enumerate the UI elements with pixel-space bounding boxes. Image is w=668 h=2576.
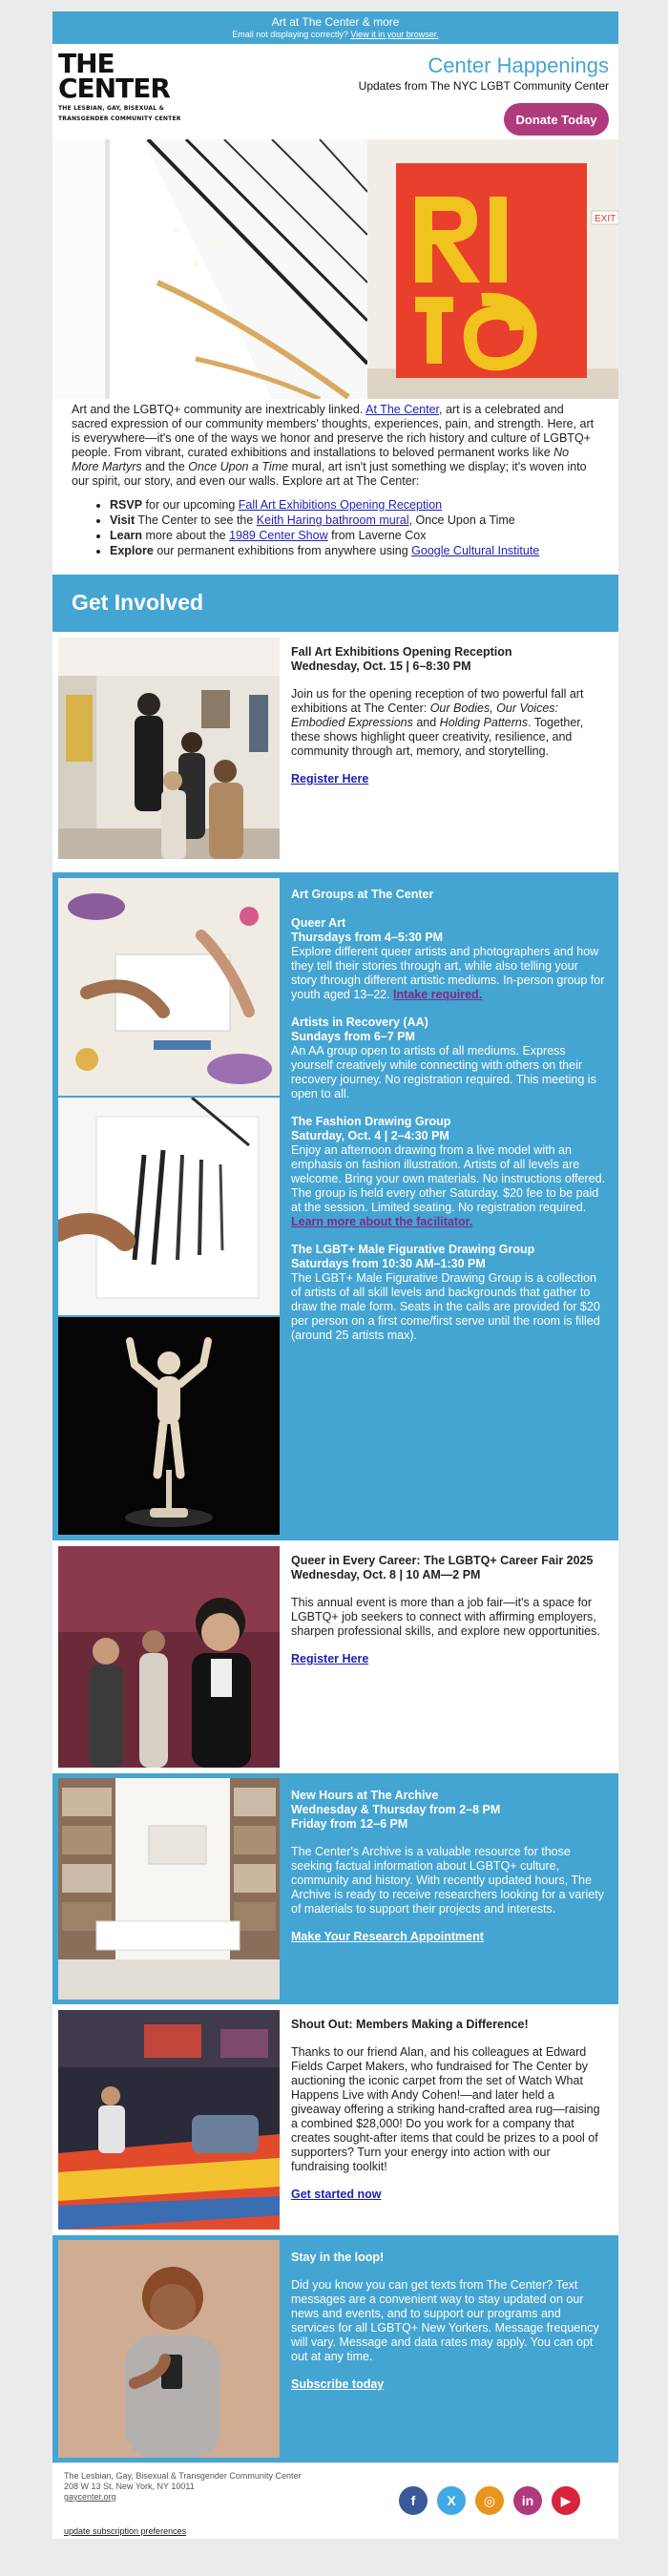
fashion-title: The Fashion Drawing Group: [291, 1115, 451, 1128]
footer-org: The Lesbian, Gay, Bisexual & Transgender Community Center: [64, 2471, 302, 2481]
footer-street: 208 W 13 St, New York, NY 10011: [64, 2482, 195, 2491]
footer-site-link[interactable]: gaycenter.org: [64, 2492, 116, 2502]
tv-set-carpet-illustration: [58, 2010, 280, 2230]
texts-photo: [58, 2240, 280, 2458]
list-item: [110, 498, 599, 513]
shoutout-photo: [58, 2010, 280, 2230]
shoutout-body: Thanks to our friend Alan, and his colleagues at Edward Fields Carpet Makers, who fundraised for The Center by auctioning the iconic carpet from the set of Watch What Happens Live with Andy Cohen!—and later held a giveaway offering a striking hand-crafted area rug—raising a combined $28,000! Do you work for a company that creates sought-after items that could be prizes to a pool of supporters? Turn your energy into action with our fundraising toolkit!: [291, 2045, 600, 2173]
reception-register-link[interactable]: Register Here: [291, 772, 369, 785]
fashion-body: [291, 1143, 606, 1229]
bullet-bold: Learn: [110, 529, 143, 542]
art-supplies-illustration: [58, 878, 280, 1096]
intake-required-link[interactable]: Intake required.: [393, 988, 483, 1001]
keith-haring-mural-link[interactable]: Keith Haring bathroom mural: [256, 513, 409, 527]
career-fair-date: Wednesday, Oct. 8 | 10 AM—2 PM: [291, 1568, 481, 1581]
fashion-body-text: Enjoy an afternoon drawing from a live model with an emphasis on fashion illustration. Artists of all levels are welcome. Bring your own materials. No instructions offered. The group is held every other Saturday. $20 fee to be paid at the session. Limited seating. No registration required.: [291, 1143, 606, 1214]
list-item: [110, 513, 599, 528]
newsletter-title: Center Happenings: [428, 53, 609, 77]
preheader-bar: [52, 11, 618, 44]
art-groups-section: [52, 872, 618, 1540]
career-fair-photo: [58, 1546, 280, 1768]
gallery-crowd-illustration: [58, 638, 280, 859]
bullet-text: for our upcoming: [142, 498, 239, 512]
intro-paragraph: [72, 403, 599, 489]
intro-text-2: , art is a celebrated and sacred expression of our community members' thoughts, experiences, pain, and strength. Here, art is everywhere—it's one of the ways we honor and preserve the rich history and culture of LGBTQ+ people. From vibrant, curated exhibitions and installations to beloved permanent works like: [72, 403, 595, 459]
figurative-title: The LGBT+ Male Figurative Drawing Group: [291, 1243, 535, 1256]
footer-address: [64, 2471, 301, 2503]
reception-title: Fall Art Exhibitions Opening Reception: [291, 645, 512, 659]
archive-section: [52, 1773, 618, 2004]
shoutout-title: Shout Out: Members Making a Difference!: [291, 2018, 529, 2031]
intro-text-and: and the: [141, 460, 189, 473]
queer-art-photo: [58, 878, 280, 1096]
subscribe-today-link[interactable]: Subscribe today: [291, 2377, 385, 2391]
wooden-mannequin-illustration: [58, 1317, 280, 1535]
fall-art-reception-link[interactable]: Fall Art Exhibitions Opening Reception: [238, 498, 443, 512]
preheader-text: [52, 29, 618, 40]
social-links: [399, 2486, 580, 2515]
preheader-label: Email not displaying correctly?: [232, 30, 348, 39]
update-preferences-link[interactable]: update subscription preferences: [64, 2526, 187, 2536]
shoutout-text: [291, 2018, 606, 2202]
career-fair-section: [52, 1546, 618, 1768]
x-twitter-icon[interactable]: X: [437, 2486, 466, 2515]
logo-tagline-1: THE LESBIAN, GAY, BISEXUAL &: [58, 105, 165, 112]
gallery-staircase-illustration: [52, 139, 618, 399]
get-involved-banner: Get Involved: [52, 575, 618, 632]
career-fair-text: [291, 1554, 606, 1666]
preheader-title: Art at The Center & more: [271, 15, 400, 29]
bullet-text: The Center to see the: [135, 513, 257, 527]
archive-library-illustration: [58, 1778, 280, 2000]
figurative-body: The LGBT+ Male Figurative Drawing Group is a collection of artists of all skill levels and backgrounds that gather to draw the male form. Seats in the calls are provided for $20 per person on a first come/first serve until the room is filled (around 25 artists max).: [291, 1271, 600, 1342]
archive-hours-2: Friday from 12–6 PM: [291, 1817, 408, 1831]
reception-body-1: Join us for the opening reception of two powerful fall art exhibitions at The Center:: [291, 687, 584, 715]
fashion-drawing-photo: [58, 1098, 280, 1315]
archive-photo: [58, 1778, 280, 2000]
center-logo[interactable]: [58, 48, 181, 122]
queer-art-body-text: Explore different queer artists and photographers and how they tell their stories through art, while also telling your story through different artistic mediums. In-person group for youth aged 13–22.: [291, 945, 605, 1001]
logo-word-the: THE: [58, 48, 115, 79]
intro-em-once-upon: Once Upon a Time: [188, 460, 289, 473]
intro-text-3: mural, art isn't just something we display; it's woven into our spirit, our story, and even our walls. Explore art at The Center:: [72, 460, 587, 488]
header-titles: [359, 53, 609, 94]
bullet-text: more about the: [142, 529, 230, 542]
reception-em-2: Holding Patterns: [439, 716, 529, 729]
art-groups-text: [291, 888, 606, 1343]
logo-tagline-2: TRANSGENDER COMMUNITY CENTER: [58, 115, 181, 122]
unsubscribe-area: [64, 2526, 186, 2536]
fashion-sketch-illustration: [58, 1098, 280, 1315]
figurative-drawing-photo: [58, 1317, 280, 1535]
queer-art-when: Thursdays from 4–5:30 PM: [291, 931, 444, 944]
texts-title: Stay in the loop!: [291, 2251, 385, 2264]
view-in-browser-link[interactable]: View it in your browser.: [350, 30, 439, 39]
figurative-when: Saturdays from 10:30 AM–1:30 PM: [291, 1257, 486, 1270]
reception-photo: [58, 638, 280, 859]
bullet-bold: RSVP: [110, 498, 143, 512]
list-item: [110, 529, 599, 543]
reception-section: [52, 638, 618, 859]
intro-text-1: Art and the LGBTQ+ community are inextricably linked.: [72, 403, 366, 416]
intro-section: [52, 399, 618, 575]
facebook-icon[interactable]: f: [399, 2486, 428, 2515]
facilitator-link[interactable]: Learn more about the facilitator.: [291, 1215, 473, 1228]
queer-art-title: Queer Art: [291, 916, 346, 930]
bullet-bold: Explore: [110, 544, 154, 557]
reception-and: and: [412, 716, 440, 729]
archive-body: The Center's Archive is a valuable resource for those seeking factual information about LGBTQ+ culture, community and history. With recently updated hours, The Archive is ready to receive researchers looking for a variety of materials to support their projects and interests.: [291, 1845, 604, 1916]
linkedin-icon[interactable]: in: [513, 2486, 542, 2515]
intro-em-no-more-martyrs: No More Martyrs: [72, 446, 570, 473]
reception-body: [291, 687, 606, 759]
career-register-link[interactable]: Register Here: [291, 1652, 369, 1665]
bullet-text: our permanent exhibitions from anywhere using: [153, 544, 412, 557]
reception-body-2: . Together, these shows highlight queer creativity, resilience, and community through art, memory, and storytelling.: [291, 716, 584, 758]
career-fair-title: Queer in Every Career: The LGBTQ+ Career Fair 2025: [291, 1554, 594, 1567]
reception-em-1: Our Bodies, Our Voices: Embodied Expressions: [291, 702, 559, 729]
email-header: [52, 44, 618, 139]
list-item: [110, 544, 599, 558]
texts-text: [291, 2251, 606, 2392]
get-started-link[interactable]: Get started now: [291, 2188, 382, 2201]
reception-text: [291, 645, 606, 786]
career-fair-illustration: [58, 1546, 280, 1768]
instagram-icon[interactable]: ◎: [475, 2486, 504, 2515]
hero-image: [52, 139, 618, 399]
youtube-icon[interactable]: ▶: [552, 2486, 580, 2515]
email-footer: [52, 2462, 618, 2539]
bullet-post: from Laverne Cox: [327, 529, 427, 542]
shoutout-section: [52, 2010, 618, 2230]
research-appointment-link[interactable]: Make Your Research Appointment: [291, 1930, 484, 1943]
person-with-phone-illustration: [58, 2240, 280, 2458]
logo-word-center: CENTER: [58, 73, 170, 104]
donate-button[interactable]: Donate Today: [504, 103, 609, 136]
reception-date: Wednesday, Oct. 15 | 6–8:30 PM: [291, 660, 471, 673]
recovery-body: An AA group open to artists of all mediums. Express yourself creatively while connecting with others on their recovery journey. No registration required. This meeting is open to all.: [291, 1044, 596, 1100]
google-cultural-institute-link[interactable]: Google Cultural Institute: [411, 544, 540, 557]
recovery-title: Artists in Recovery (AA): [291, 1016, 428, 1029]
recovery-when: Sundays from 6–7 PM: [291, 1030, 415, 1043]
texts-section: [52, 2235, 618, 2462]
queer-art-body: [291, 945, 606, 1002]
art-bullet-list: [72, 498, 599, 558]
archive-text: [291, 1789, 606, 1944]
career-fair-body: This annual event is more than a job fair—it's a space for LGBTQ+ job seekers to connect with affirming employers, sharpen professional skills, and explore new opportunities.: [291, 1596, 600, 1638]
exit-sign-text: EXIT: [595, 214, 616, 224]
bullet-bold: Visit: [110, 513, 136, 527]
email-container: [52, 11, 618, 2539]
archive-title: New Hours at The Archive: [291, 1789, 439, 1802]
bullet-post: , Once Upon a Time: [408, 513, 515, 527]
fashion-when: Saturday, Oct. 4 | 2–4:30 PM: [291, 1129, 449, 1142]
texts-body: Did you know you can get texts from The Center? Text messages are a convenient way to stay updated on our news and events, and to support our programs and services for all LGBTQ+ New Yorkers. Message frequency will vary. Message and data rates may apply. You can opt out at any time.: [291, 2278, 599, 2363]
newsletter-subtitle: Updates from The NYC LGBT Community Center: [358, 79, 609, 93]
center-show-link[interactable]: 1989 Center Show: [229, 529, 328, 542]
archive-hours-1: Wednesday & Thursday from 2–8 PM: [291, 1803, 501, 1816]
art-groups-title: Art Groups at The Center: [291, 888, 434, 901]
at-the-center-link[interactable]: At The Center: [365, 403, 440, 416]
